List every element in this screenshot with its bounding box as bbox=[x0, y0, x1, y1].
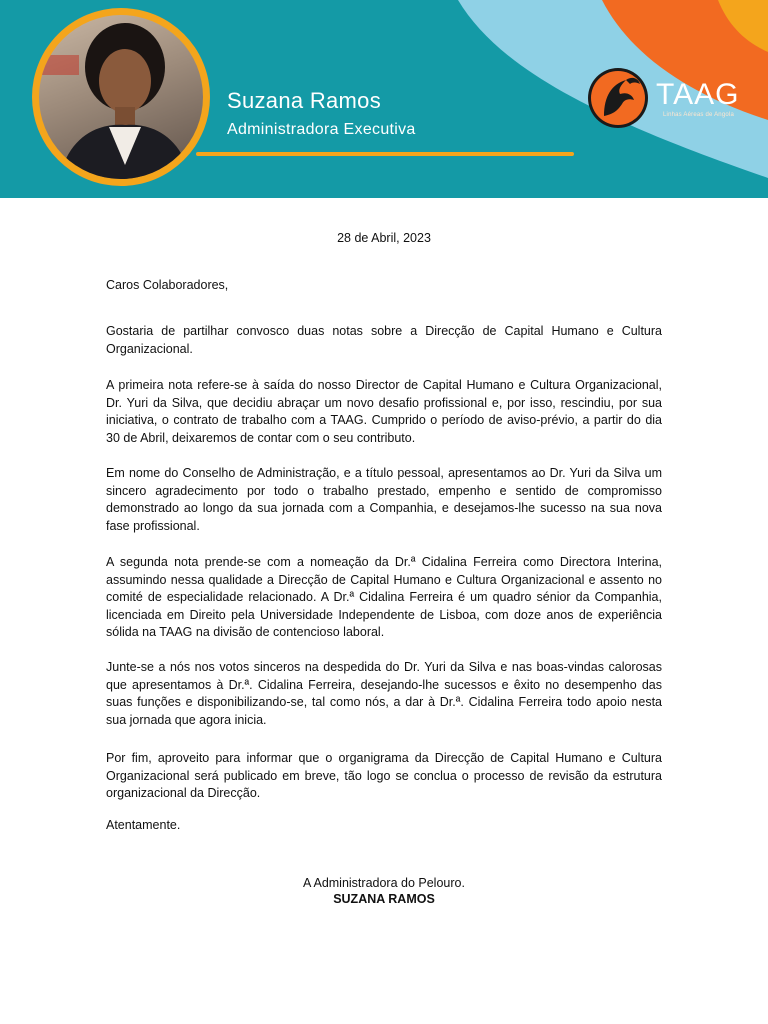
letter-paragraph: A segunda nota prende-se com a nomeação da Dr.ª Cidalina Ferreira como Directora Interina, assumindo nessa qualidade a Direcção de Capital Humano e Cultura Organizacional e assento no comité de especialidade relacionado. A Dr.ª Cidalina Ferreira é um quadro sénior da Companhia, licenciada em Direito pela Universidade Independente de Lisboa, com doze anos de experiência sólida na TAAG na divisão de contencioso laboral. bbox=[106, 555, 662, 640]
letter-paragraph: Em nome do Conselho de Administração, e a título pessoal, apresentamos ao Dr. Yuri da Silva um sincero agradecimento por todo o trabalho prestado, empenho e sentido de compromisso demonstrado ao longo da sua jornada com a Companhia, e desejamos-lhe sucesso na sua nova fase profissional. bbox=[106, 466, 662, 533]
letterhead-banner bbox=[0, 0, 768, 198]
executive-portrait bbox=[39, 15, 203, 179]
signoff-name: SUZANA RAMOS bbox=[333, 892, 435, 906]
letter-paragraph: A primeira nota refere-se à saída do nosso Director de Capital Humano e Cultura Organizacional, Dr. Yuri da Silva, que decidiu abraçar um novo desafio profissional e, por isso, rescindiu, por sua iniciativa, o contrato de trabalho com a TAAG. Cumprido o período de aviso-prévio, a partir do dia 30 de Abril, deixaremos de contar com o seu contributo. bbox=[106, 378, 662, 445]
letter-paragraph: Gostaria de partilhar convosco duas notas sobre a Direcção de Capital Humano e Cultura Organizacional. bbox=[106, 324, 662, 356]
brand-subtitle: Linhas Aéreas de Angola bbox=[663, 112, 734, 118]
letter-closing: Atentamente. bbox=[106, 818, 181, 832]
signoff-office: A Administradora do Pelouro. bbox=[303, 876, 465, 890]
letter-paragraph: Por fim, aproveito para informar que o organigrama da Direcção de Capital Humano e Cultura Organizacional será publicado em breve, tão logo se conclua o processo de revisão da estrutura organizacional da Direcção. bbox=[106, 751, 662, 801]
letter-date: 28 de Abril, 2023 bbox=[337, 231, 431, 245]
taag-palanca-logo-icon bbox=[586, 66, 650, 130]
portrait-illustration bbox=[39, 15, 203, 179]
executive-photo-frame bbox=[32, 8, 210, 186]
executive-name: Suzana Ramos bbox=[227, 88, 382, 113]
letter-greeting: Caros Colaboradores, bbox=[106, 278, 229, 292]
header-divider bbox=[196, 152, 574, 156]
brand-wordmark: TAAG bbox=[656, 78, 740, 111]
letter-paragraph: Junte-se a nós nos votos sinceros na despedida do Dr. Yuri da Silva e nas boas-vindas calorosas que apresentamos à Dr.ª. Cidalina Ferreira, desejando-lhe sucessos e êxito no desempenho das suas funções e disponibilizando-se, tal como nós, a dar à Dr.ª. Cidalina Ferreira todo apoio nesta sua jornada que agora inicia. bbox=[106, 660, 662, 727]
executive-role: Administradora Executiva bbox=[227, 121, 416, 138]
